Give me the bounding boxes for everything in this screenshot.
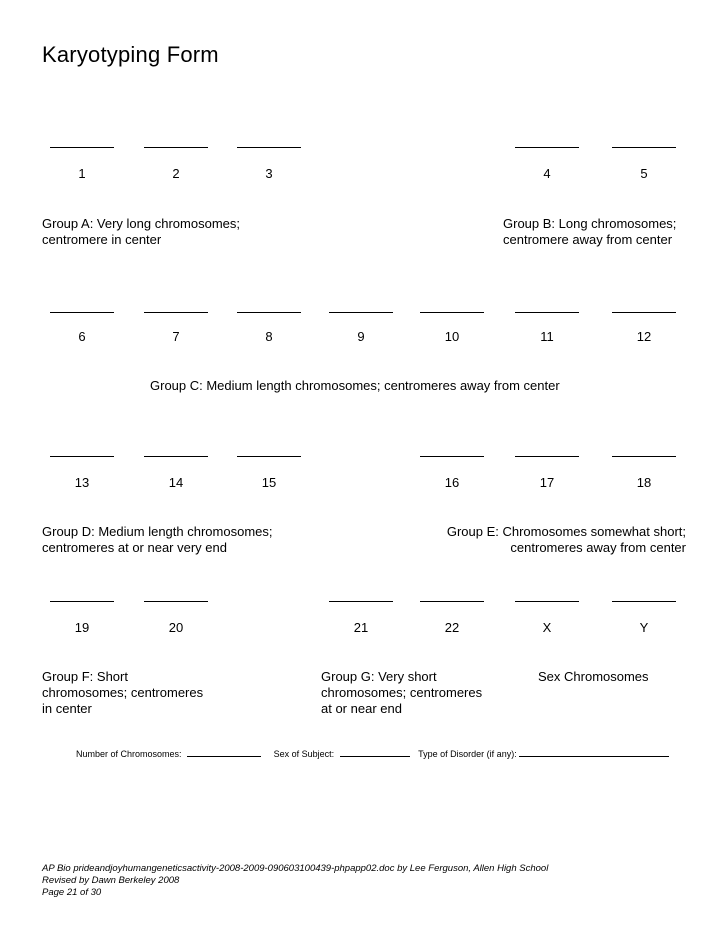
sex-of-subject-label: Sex of Subject:	[273, 749, 335, 759]
footer-revision: Revised by Dawn Berkeley 2008	[42, 875, 180, 886]
chromosome-label-12: 12	[636, 329, 652, 344]
blank-19[interactable]	[50, 601, 114, 602]
chromosome-label-3: 3	[265, 166, 273, 181]
footer-source: AP Bio prideandjoyhumangeneticsactivity-2008-2009-090603100439-phpapp02.doc by Lee Ferguson, Allen High School	[42, 863, 549, 874]
chromosome-label-8: 8	[265, 329, 273, 344]
blank-21[interactable]	[329, 601, 393, 602]
chromosome-label-x: X	[542, 620, 552, 635]
type-of-disorder-label: Type of Disorder (if any):	[418, 749, 517, 759]
chromosome-label-2: 2	[172, 166, 180, 181]
group-f-line-2: chromosomes; centromeres	[42, 685, 204, 700]
blank-8[interactable]	[237, 312, 301, 313]
blank-17[interactable]	[515, 456, 579, 457]
chromosome-label-22: 22	[444, 620, 460, 635]
chromosome-label-1: 1	[78, 166, 86, 181]
blank-12[interactable]	[612, 312, 676, 313]
group-a-description	[42, 216, 240, 248]
blank-x[interactable]	[515, 601, 579, 602]
chromosome-label-5: 5	[640, 166, 648, 181]
group-d-description	[42, 524, 272, 556]
group-g-line-1: Group G: Very short	[321, 669, 437, 684]
group-f-description	[42, 669, 203, 717]
group-d-line-2: centromeres at or near very end	[42, 540, 227, 555]
number-of-chromosomes-field[interactable]	[187, 748, 261, 757]
chromosome-label-18: 18	[636, 475, 652, 490]
group-b-description	[503, 216, 676, 248]
blank-22[interactable]	[420, 601, 484, 602]
sex-of-subject-field[interactable]	[340, 748, 410, 757]
blank-18[interactable]	[612, 456, 676, 457]
blank-20[interactable]	[144, 601, 208, 602]
chromosome-label-11: 11	[540, 329, 554, 344]
group-d-line-1: Group D: Medium length chromosomes;	[42, 524, 273, 539]
blank-11[interactable]	[515, 312, 579, 313]
chromosome-label-9: 9	[357, 329, 365, 344]
sex-chromosomes-heading	[538, 669, 649, 685]
chromosome-label-15: 15	[261, 475, 277, 490]
blank-5[interactable]	[612, 147, 676, 148]
blank-6[interactable]	[50, 312, 114, 313]
chromosome-label-y: Y	[639, 620, 649, 635]
blank-7[interactable]	[144, 312, 208, 313]
footer-page-number: Page 21 of 30	[42, 887, 102, 898]
type-of-disorder-field[interactable]	[519, 748, 669, 757]
group-e-line-1: Group E: Chromosomes somewhat short;	[446, 524, 686, 539]
chromosome-label-17: 17	[539, 475, 555, 490]
blank-14[interactable]	[144, 456, 208, 457]
group-b-line-2: centromere away from center	[503, 232, 673, 247]
chromosome-label-16: 16	[444, 475, 460, 490]
chromosome-label-6: 6	[78, 329, 86, 344]
blank-y[interactable]	[612, 601, 676, 602]
group-c-description	[150, 378, 560, 394]
group-a-line-1: Group A: Very long chromosomes;	[42, 216, 240, 231]
group-e-description	[447, 524, 686, 556]
blank-16[interactable]	[420, 456, 484, 457]
page-footer	[42, 863, 548, 899]
group-f-line-1: Group F: Short	[42, 669, 128, 684]
blank-13[interactable]	[50, 456, 114, 457]
group-b-line-1: Group B: Long chromosomes;	[503, 216, 677, 231]
group-g-line-2: chromosomes; centromeres	[321, 685, 483, 700]
chromosome-label-19: 19	[74, 620, 90, 635]
blank-15[interactable]	[237, 456, 301, 457]
number-of-chromosomes-label: Number of Chromosomes:	[76, 749, 182, 759]
blank-2[interactable]	[144, 147, 208, 148]
chromosome-label-7: 7	[172, 329, 180, 344]
group-f-line-3: in center	[42, 701, 92, 716]
chromosome-label-14: 14	[168, 475, 184, 490]
group-c-line-1: Group C: Medium length chromosomes; centromeres away from center	[150, 378, 560, 393]
blank-10[interactable]	[420, 312, 484, 313]
group-g-description	[321, 669, 482, 717]
blank-9[interactable]	[329, 312, 393, 313]
chromosome-label-10: 10	[444, 329, 460, 344]
blank-1[interactable]	[50, 147, 114, 148]
sex-chromosomes-line-1: Sex Chromosomes	[538, 669, 649, 684]
group-e-line-2: centromeres away from center	[510, 540, 686, 555]
page-title: Karyotyping Form	[42, 42, 219, 67]
chromosome-label-4: 4	[543, 166, 551, 181]
blank-3[interactable]	[237, 147, 301, 148]
blank-4[interactable]	[515, 147, 579, 148]
chromosome-label-21: 21	[353, 620, 369, 635]
chromosome-label-13: 13	[74, 475, 90, 490]
chromosome-label-20: 20	[168, 620, 184, 635]
group-g-line-3: at or near end	[321, 701, 402, 716]
group-a-line-2: centromere in center	[42, 232, 162, 247]
subject-info-fields	[76, 748, 669, 759]
